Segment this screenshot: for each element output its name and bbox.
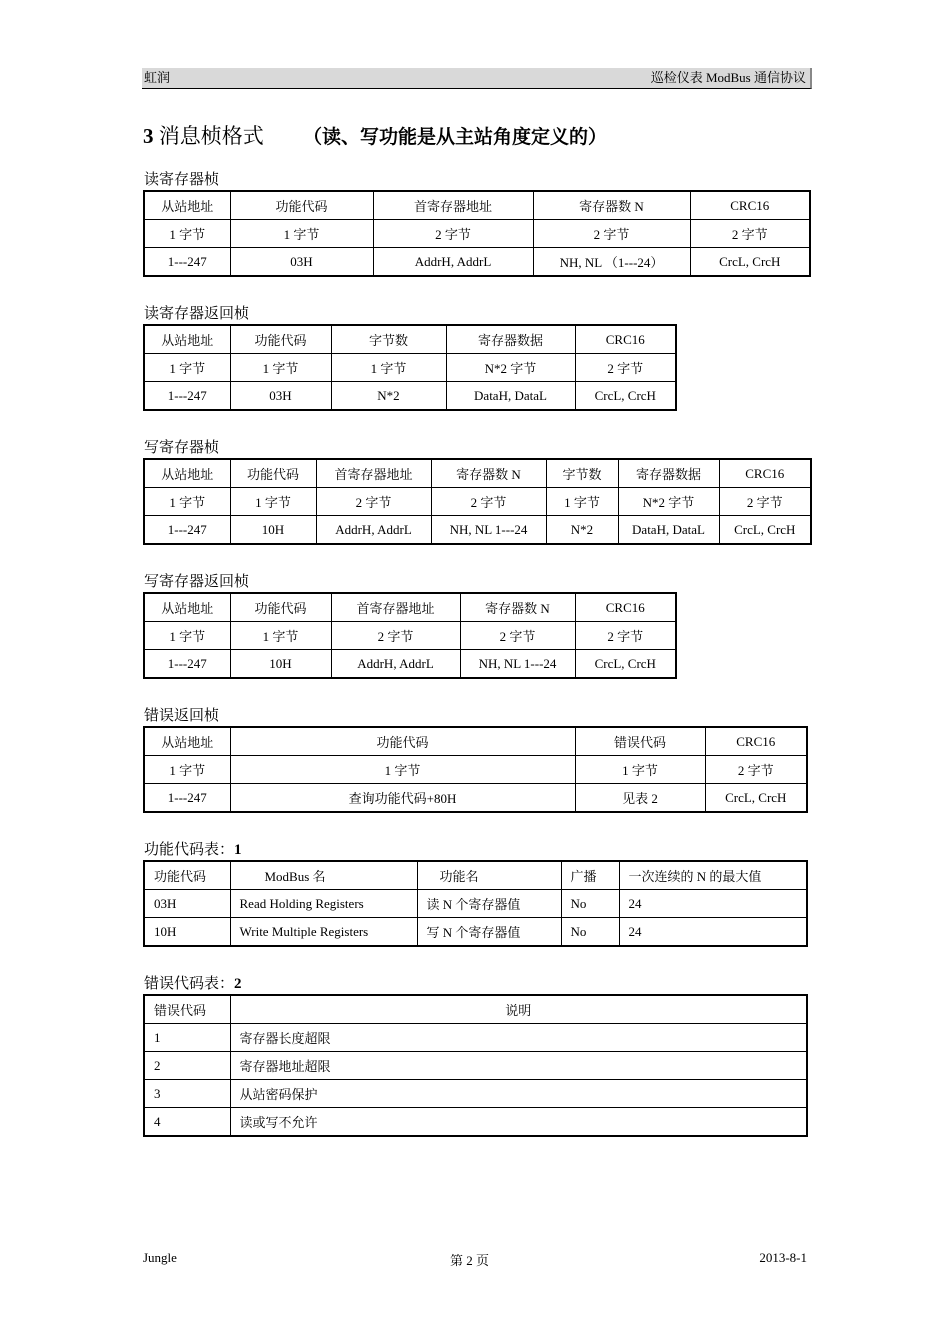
table-cell: 03H: [230, 248, 373, 277]
function-code-table: [143, 860, 808, 947]
table-cell: NH, NL 1---24: [460, 650, 575, 679]
table-cell: No: [561, 918, 619, 947]
table-cell: NH, NL （1---24）: [533, 248, 690, 277]
table-cell: 2 字节: [690, 220, 810, 248]
table-cell: 读或写不允许: [230, 1108, 807, 1137]
page-header: [142, 68, 812, 89]
table-row: [144, 488, 811, 516]
table-row: [144, 918, 807, 947]
table-cell: 1 字节: [230, 756, 575, 784]
table-cell: CRC16: [719, 459, 811, 488]
table-cell: 读 N 个寄存器值: [417, 890, 561, 918]
table-cell: 功能代码: [230, 191, 373, 220]
table-cell: 寄存器长度超限: [230, 1024, 807, 1052]
table-cell: 2: [144, 1052, 230, 1080]
table-row: [144, 861, 807, 890]
table-cell: 功能代码: [230, 593, 331, 622]
table-row: [144, 650, 676, 679]
table-cell: 2 字节: [575, 622, 676, 650]
table-row: [144, 890, 807, 918]
table-row: [144, 1080, 807, 1108]
table-cell: N*2 字节: [446, 354, 575, 382]
table-cell: CRC16: [575, 593, 676, 622]
table-row: [144, 622, 676, 650]
table-cell: 10H: [230, 516, 316, 545]
table-cell: 3: [144, 1080, 230, 1108]
table-cell: 10H: [230, 650, 331, 679]
table-cell: 字节数: [546, 459, 618, 488]
table-cell: 从站地址: [144, 191, 230, 220]
table-cell: N*2 字节: [618, 488, 719, 516]
table-cell: 1 字节: [546, 488, 618, 516]
table-cell: AddrH, AddrL: [331, 650, 460, 679]
table-cell: CRC16: [705, 727, 807, 756]
table-cell: 1---247: [144, 650, 230, 679]
table-cell: 从站地址: [144, 459, 230, 488]
table-row: [144, 516, 811, 545]
table-cell: 寄存器数 N: [431, 459, 546, 488]
table-cell: 2 字节: [373, 220, 533, 248]
error-response-table: [143, 726, 808, 813]
table-cell: 24: [619, 918, 807, 947]
table-cell: 1 字节: [144, 488, 230, 516]
table-cell: CrcL, CrcH: [575, 382, 676, 411]
table-cell: 功能代码: [144, 861, 230, 890]
table-cell: CrcL, CrcH: [705, 784, 807, 813]
read-register-response-heading: 读寄存器返回桢: [144, 306, 250, 322]
header-company: 虹润: [144, 70, 171, 85]
table-cell: 1 字节: [575, 756, 705, 784]
table-cell: 1 字节: [144, 622, 230, 650]
table-cell: CRC16: [575, 325, 676, 354]
table-cell: 寄存器数 N: [533, 191, 690, 220]
table-cell: 错误代码: [144, 995, 230, 1024]
table-cell: 2 字节: [460, 622, 575, 650]
read-register-frame-table: [143, 190, 811, 277]
table-cell: 03H: [144, 890, 230, 918]
table-row: [144, 191, 810, 220]
table-cell: CrcL, CrcH: [575, 650, 676, 679]
table-row: [144, 1024, 807, 1052]
table-cell: ModBus 名: [230, 861, 417, 890]
table-cell: 寄存器地址超限: [230, 1052, 807, 1080]
table-cell: 功能代码: [230, 459, 316, 488]
table-cell: Write Multiple Registers: [230, 918, 417, 947]
write-register-frame-heading: 写寄存器桢: [144, 440, 220, 456]
table-cell: 24: [619, 890, 807, 918]
table-cell: 1 字节: [144, 220, 230, 248]
table-cell: 从站地址: [144, 593, 230, 622]
write-register-response-table: [143, 592, 677, 679]
table-cell: 2 字节: [719, 488, 811, 516]
heading-text: 功能代码表：: [144, 842, 235, 858]
error-code-table: [143, 994, 808, 1137]
table-row: [144, 1108, 807, 1137]
section-title: [143, 120, 607, 150]
table-cell: 1 字节: [230, 220, 373, 248]
table-cell: 2 字节: [316, 488, 431, 516]
table-row: [144, 756, 807, 784]
table-row: [144, 382, 676, 411]
table-cell: 查询功能代码+80H: [230, 784, 575, 813]
table-cell: 功能代码: [230, 325, 331, 354]
table-row: [144, 1052, 807, 1080]
table-cell: 寄存器数据: [618, 459, 719, 488]
table-cell: 功能代码: [230, 727, 575, 756]
write-register-frame-table: [143, 458, 812, 545]
table-cell: 功能名: [417, 861, 561, 890]
table-cell: 1---247: [144, 382, 230, 411]
table-row: [144, 459, 811, 488]
table-cell: 2 字节: [331, 622, 460, 650]
table-row: [144, 354, 676, 382]
table-row: [144, 727, 807, 756]
table-cell: DataH, DataL: [446, 382, 575, 411]
table-cell: 1---247: [144, 248, 230, 277]
table-cell: N*2: [546, 516, 618, 545]
table-cell: DataH, DataL: [618, 516, 719, 545]
error-code-table-heading: [144, 972, 242, 993]
table-cell: 03H: [230, 382, 331, 411]
section-number: 3: [143, 124, 154, 148]
table-cell: 2 字节: [575, 354, 676, 382]
table-cell: 2 字节: [705, 756, 807, 784]
footer-author: Jungle: [143, 1250, 177, 1265]
section-title-text: 消息桢格式: [158, 124, 264, 148]
table-cell: 1 字节: [144, 756, 230, 784]
table-cell: CrcL, CrcH: [719, 516, 811, 545]
table-cell: 1 字节: [331, 354, 446, 382]
function-code-table-heading: [144, 838, 242, 859]
table-cell: 从站地址: [144, 325, 230, 354]
table-cell: 写 N 个寄存器值: [417, 918, 561, 947]
table-cell: 错误代码: [575, 727, 705, 756]
table-cell: No: [561, 890, 619, 918]
table-cell: 1: [144, 1024, 230, 1052]
table-cell: 广播: [561, 861, 619, 890]
heading-number: 1: [234, 842, 242, 858]
error-response-heading: 错误返回桢: [144, 708, 220, 724]
table-cell: 首寄存器地址: [331, 593, 460, 622]
table-cell: 说明: [230, 995, 807, 1024]
footer-page-number: 第 2 页: [450, 1253, 490, 1268]
read-register-frame-heading: 读寄存器桢: [144, 172, 220, 188]
table-cell: CRC16: [690, 191, 810, 220]
table-cell: 一次连续的 N 的最大值: [619, 861, 807, 890]
table-row: [144, 995, 807, 1024]
heading-number: 2: [234, 976, 242, 992]
table-cell: 从站地址: [144, 727, 230, 756]
table-cell: 1 字节: [230, 354, 331, 382]
table-cell: 2 字节: [431, 488, 546, 516]
table-cell: 2 字节: [533, 220, 690, 248]
heading-text: 错误代码表：: [144, 976, 235, 992]
table-cell: 1 字节: [230, 488, 316, 516]
table-cell: 从站密码保护: [230, 1080, 807, 1108]
table-cell: Read Holding Registers: [230, 890, 417, 918]
table-cell: 寄存器数 N: [460, 593, 575, 622]
table-row: [144, 220, 810, 248]
table-cell: 首寄存器地址: [373, 191, 533, 220]
table-cell: 4: [144, 1108, 230, 1137]
header-doc-title: 巡检仪表 ModBus 通信协议: [650, 70, 806, 85]
table-cell: 见表 2: [575, 784, 705, 813]
table-cell: 1 字节: [230, 622, 331, 650]
table-cell: AddrH, AddrL: [316, 516, 431, 545]
section-title-note: （读、写功能是从主站角度定义的）: [303, 126, 608, 148]
table-cell: 字节数: [331, 325, 446, 354]
table-row: [144, 593, 676, 622]
table-cell: AddrH, AddrL: [373, 248, 533, 277]
table-row: [144, 248, 810, 277]
table-cell: 10H: [144, 918, 230, 947]
footer-date: 2013-8-1: [759, 1250, 807, 1265]
table-cell: CrcL, CrcH: [690, 248, 810, 277]
table-cell: N*2: [331, 382, 446, 411]
table-cell: 1---247: [144, 784, 230, 813]
table-cell: 首寄存器地址: [316, 459, 431, 488]
table-cell: 1 字节: [144, 354, 230, 382]
table-row: [144, 325, 676, 354]
table-cell: 1---247: [144, 516, 230, 545]
table-row: [144, 784, 807, 813]
table-cell: NH, NL 1---24: [431, 516, 546, 545]
write-register-response-heading: 写寄存器返回桢: [144, 574, 250, 590]
table-cell: 寄存器数据: [446, 325, 575, 354]
read-register-response-table: [143, 324, 677, 411]
